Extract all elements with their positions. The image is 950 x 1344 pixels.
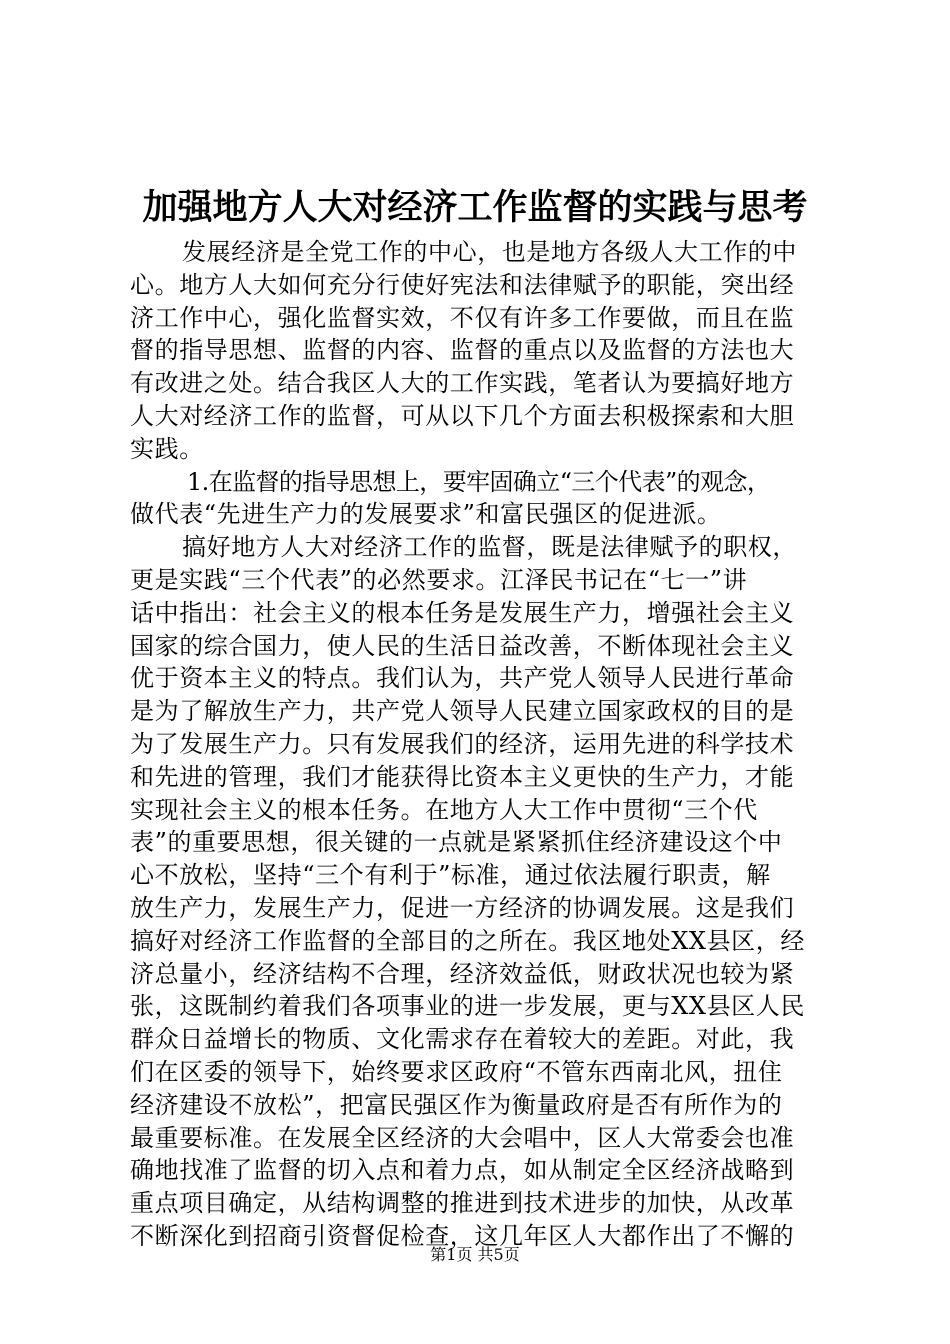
body-line: 更是实践“三个代表”的必然要求。江泽民书记在“七一”讲	[130, 565, 748, 594]
body-line: 们在区委的领导下，始终要求区政府“不管东西南北风，扭住	[130, 1057, 783, 1086]
body-line: 张，这既制约着我们各项事业的进一步发展，更与XX县区人民	[130, 992, 805, 1021]
body-line: 心不放松，坚持“三个有利于”标准，通过依法履行职责，解	[130, 861, 771, 890]
body-line: 人大对经济工作的监督，可从以下几个方面去积极探索和大胆	[130, 401, 795, 430]
body-line: 话中指出：社会主义的根本任务是发展生产力，增强社会主义	[130, 598, 795, 627]
body-line: 搞好地方人大对经济工作的监督，既是法律赋予的职权，	[182, 533, 797, 562]
body-line: 是为了解放生产力，共产党人领导人民建立国家政权的目的是	[130, 697, 795, 726]
document-title: 加强地方人大对经济工作监督的实践与思考	[142, 187, 808, 228]
body-line: 不断深化到招商引资督促检查，这几年区人大都作出了不懈的	[130, 1221, 795, 1250]
body-line: 优于资本主义的特点。我们认为，共产党人领导人民进行革命	[130, 664, 795, 693]
body-line: 重点项目确定，从结构调整的推进到技术进步的加快，从改革	[130, 1189, 795, 1218]
body-line: 为了发展生产力。只有发展我们的经济，运用先进的科学技术	[130, 729, 795, 758]
body-line: 表”的重要思想，很关键的一点就是紧紧抓住经济建设这个中	[130, 828, 783, 857]
section-heading-line: 1.在监督的指导思想上，要牢固确立“三个代表”的观念，	[187, 467, 771, 496]
body-line: 国家的综合国力，使人民的生活日益改善，不断体现社会主义	[130, 631, 795, 660]
body-line: 和先进的管理，我们才能获得比资本主义更快的生产力，才能	[130, 762, 795, 791]
body-line: 最重要标准。在发展全区经济的大会唱中，区人大常委会也准	[130, 1123, 795, 1152]
body-line: 确地找准了监督的切入点和着力点，如从制定全区经济战略到	[130, 1156, 795, 1185]
page-number: 第1页 共5页	[430, 1245, 520, 1264]
body-line: 心。地方人大如何充分行使好宪法和法律赋予的职能，突出经	[130, 270, 795, 299]
body-line: 实现社会主义的根本任务。在地方人大工作中贯彻“三个代	[130, 795, 758, 824]
body-line: 实践。	[130, 434, 204, 463]
section-heading-line: 做代表“先进生产力的发展要求”和富民强区的促进派。	[130, 500, 722, 529]
body-line: 济工作中心，强化监督实效，不仅有许多工作要做，而且在监	[130, 303, 795, 332]
body-line: 督的指导思想、监督的内容、监督的重点以及监督的方法也大	[130, 336, 795, 365]
body-line: 放生产力，发展生产力，促进一方经济的协调发展。这是我们	[130, 893, 795, 922]
body-line: 发展经济是全党工作的中心，也是地方各级人大工作的中	[182, 238, 797, 266]
body-line: 群众日益增长的物质、文化需求存在着较大的差距。对此，我	[130, 1025, 795, 1054]
document-body	[130, 236, 830, 1253]
body-line: 经济建设不放松”，把富民强区作为衡量政府是否有所作为的	[130, 1090, 783, 1119]
body-line: 搞好对经济工作监督的全部目的之所在。我区地处XX县区，经	[130, 926, 805, 955]
body-line: 有改进之处。结合我区人大的工作实践，笔者认为要搞好地方	[130, 369, 795, 398]
body-line: 济总量小，经济结构不合理，经济效益低，财政状况也较为紧	[130, 959, 795, 988]
